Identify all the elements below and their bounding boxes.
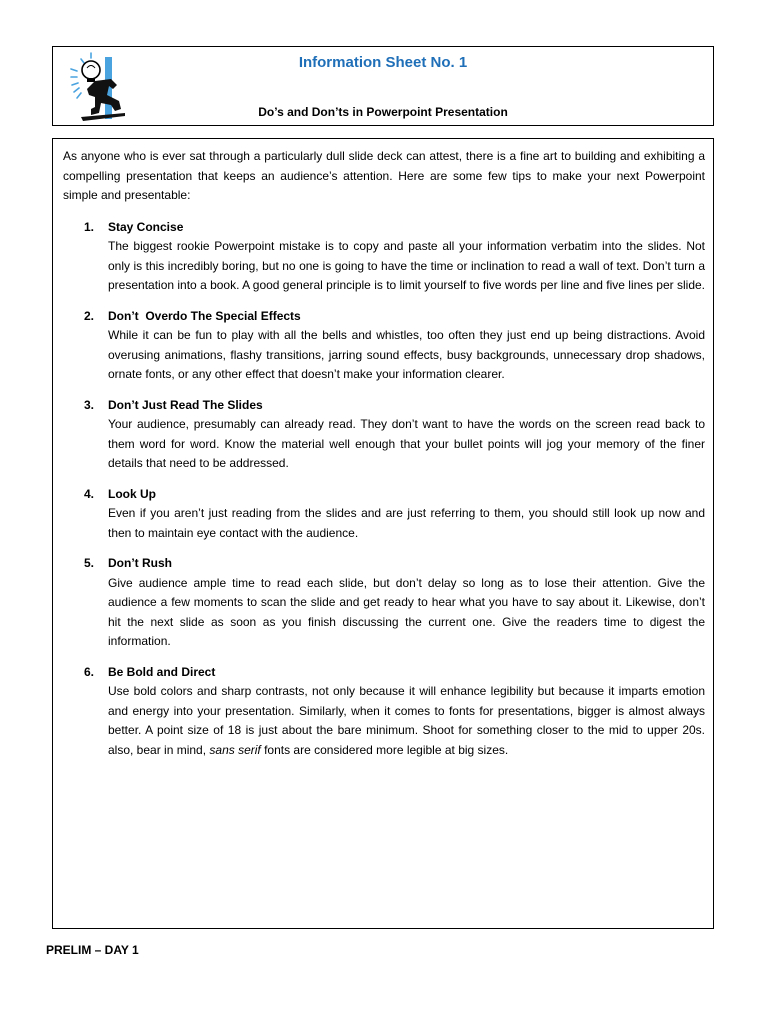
tip-body-text: Use bold colors and sharp contrasts, not only because it will enhance legibility but because it imparts emotion and energy into your presentation. Similarly, when it comes to fonts for presentations, bigger is almost always better. A point size of 18 is just about the bare minimum. Shoot for something closer to the mid to upper 20s. also, bear in mind, bbox=[108, 684, 705, 757]
tip-body: Even if you aren’t just reading from the slides and are just referring to them, you should still look up now and then to maintain eye contact with the audience. bbox=[108, 506, 705, 540]
tip-title: Stay Concise bbox=[108, 219, 184, 234]
tip-number: 6. bbox=[84, 664, 95, 679]
tip-item-5 bbox=[63, 554, 705, 652]
page-title: Information Sheet No. 1 bbox=[298, 54, 468, 71]
tip-body: Your audience, presumably can already read. They don’t want to have the words on the screen read back to them word for word. Know the material well enough that your bullet points will jog your memory of the finer details that need to be addressed. bbox=[108, 417, 705, 470]
tip-title: Don’t Rush bbox=[108, 556, 172, 570]
tip-body: The biggest rookie Powerpoint mistake is to copy and paste all your information verbatim into the slides. Not only is this incredibly boring, but no one is going to have the time or inclination to read a wall of text. Don’t turn a presentation into a book. A good general principle is to limit yourself to five words per line and five lines per slide. bbox=[108, 239, 705, 292]
tip-number: 1. bbox=[84, 219, 95, 234]
tips-list bbox=[63, 218, 705, 761]
tip-body bbox=[108, 682, 705, 760]
footer-label: PRELIM – DAY 1 bbox=[46, 943, 139, 957]
header-box bbox=[52, 46, 714, 126]
tip-item-3 bbox=[63, 396, 705, 474]
tip-body: Give audience ample time to read each slide, but don’t delay so long as to lose their attention. Give the audience a few moments to scan the slide and get ready to hear what you have to say about it. Likewise, don’t hit the next slide as soon as you finish discussing the current one. Give the readers time to digest the information. bbox=[108, 575, 705, 648]
tip-body-italic: sans serif bbox=[209, 742, 261, 757]
tip-body: While it can be fun to play with all the bells and whistles, too often they just end up being distractions. Avoid overusing animations, flashy transitions, jarring sound effects, busy backgrounds, unnecessary drop shadows, ornate fonts, or any other effect that doesn’t make your information clearer. bbox=[108, 328, 705, 381]
tip-body-text: fonts are considered more legible at big sizes. bbox=[260, 742, 509, 757]
intro-paragraph: As anyone who is ever sat through a particularly dull slide deck can attest, there is a fine art to building and exhibiting a compelling presentation that keeps an audience’s attention. Here are some few tips to make your next Powerpoint simple and presentable: bbox=[63, 149, 705, 202]
tip-item-1 bbox=[63, 218, 705, 296]
tip-item-4 bbox=[63, 485, 705, 544]
tip-title: Look Up bbox=[108, 486, 156, 501]
tip-title: Be Bold and Direct bbox=[108, 664, 216, 679]
tip-title: Don’t Just Read The Slides bbox=[108, 397, 263, 412]
content-box bbox=[52, 138, 714, 929]
tip-title: Don’t Overdo The Special Effects bbox=[108, 308, 301, 323]
tip-number: 2. bbox=[84, 308, 95, 323]
tip-number: 4. bbox=[84, 486, 95, 501]
tip-number: 3. bbox=[84, 397, 95, 412]
tip-item-2 bbox=[63, 307, 705, 385]
tip-number: 5. bbox=[84, 556, 95, 570]
page-subtitle: Do’s and Don’ts in Powerpoint Presentation bbox=[258, 105, 508, 119]
tip-item-6 bbox=[63, 663, 705, 761]
